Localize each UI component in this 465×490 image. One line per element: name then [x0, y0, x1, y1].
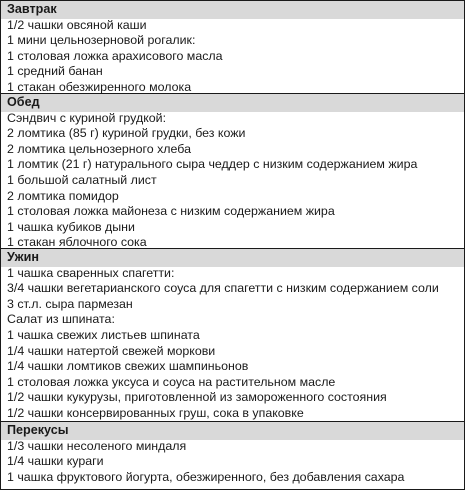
- list-item: 3/4 чашки вегетарианского соуса для спагетти с низким содержанием соли: [7, 281, 439, 296]
- list-item: 2 ломтика (85 г) куриной грудки, без кожи: [7, 126, 246, 141]
- list-item: 1 чашка фруктового йогурта, обезжиренного, без добавления сахара: [7, 469, 405, 484]
- list-item: 1/4 чашки ломтиков свежих шампиньонов: [7, 359, 249, 374]
- section-heading-snacks: Перекусы: [7, 423, 69, 437]
- list-item: 1/2 чашки консервированных груш, сока в упаковке: [7, 405, 304, 420]
- list-item: 1/4 чашки кураги: [7, 454, 104, 469]
- section-lunch: [1, 93, 464, 250]
- list-item: Сэндвич с куриной грудкой:: [7, 110, 167, 125]
- list-item: 1 столовая ложка уксуса и соуса на растительном масле: [7, 374, 336, 389]
- list-item: 2 ломтика помидор: [7, 188, 119, 203]
- list-item: 1/2 чашки овсяной каши: [7, 17, 147, 32]
- list-item: Салат из шпината:: [7, 312, 115, 327]
- section-breakfast: [1, 1, 464, 92]
- section-snacks: [1, 421, 464, 489]
- list-item: 1 стакан яблочного сока: [7, 235, 147, 250]
- section-dinner: [1, 248, 464, 420]
- list-item: 1 столовая ложка арахисового масла: [7, 48, 223, 63]
- list-item: 1 чашка кубиков дыни: [7, 219, 135, 234]
- list-item: 2 ломтика цельнозерного хлеба: [7, 141, 191, 156]
- list-item: 1 стакан обезжиренного молока: [7, 79, 192, 94]
- list-item: 1 чашка свежих листьев шпината: [7, 327, 200, 342]
- list-item: 1/3 чашки несоленого миндаля: [7, 438, 187, 453]
- list-item: 1 чашка сваренных спагетти:: [7, 265, 175, 280]
- section-heading-breakfast: Завтрак: [7, 2, 57, 16]
- list-item: 1/2 чашки кукурузы, приготовленной из замороженного состояния: [7, 390, 387, 405]
- section-heading-lunch: Обед: [7, 95, 40, 109]
- list-item: 1/4 чашки натертой свежей моркови: [7, 343, 216, 358]
- list-item: 3 ст.л. сыра пармезан: [7, 296, 133, 311]
- list-item: 1 столовая ложка майонеза с низким содержанием жира: [7, 204, 335, 219]
- list-item: 1 ломтик (21 г) натурального сыра чеддер с низким содержанием жира: [7, 157, 418, 172]
- section-heading-dinner: Ужин: [7, 250, 39, 264]
- list-item: 1 средний банан: [7, 64, 103, 79]
- list-item: 1 мини цельнозерновой рогалик:: [7, 33, 196, 48]
- list-item: 1 большой салатный лист: [7, 172, 157, 187]
